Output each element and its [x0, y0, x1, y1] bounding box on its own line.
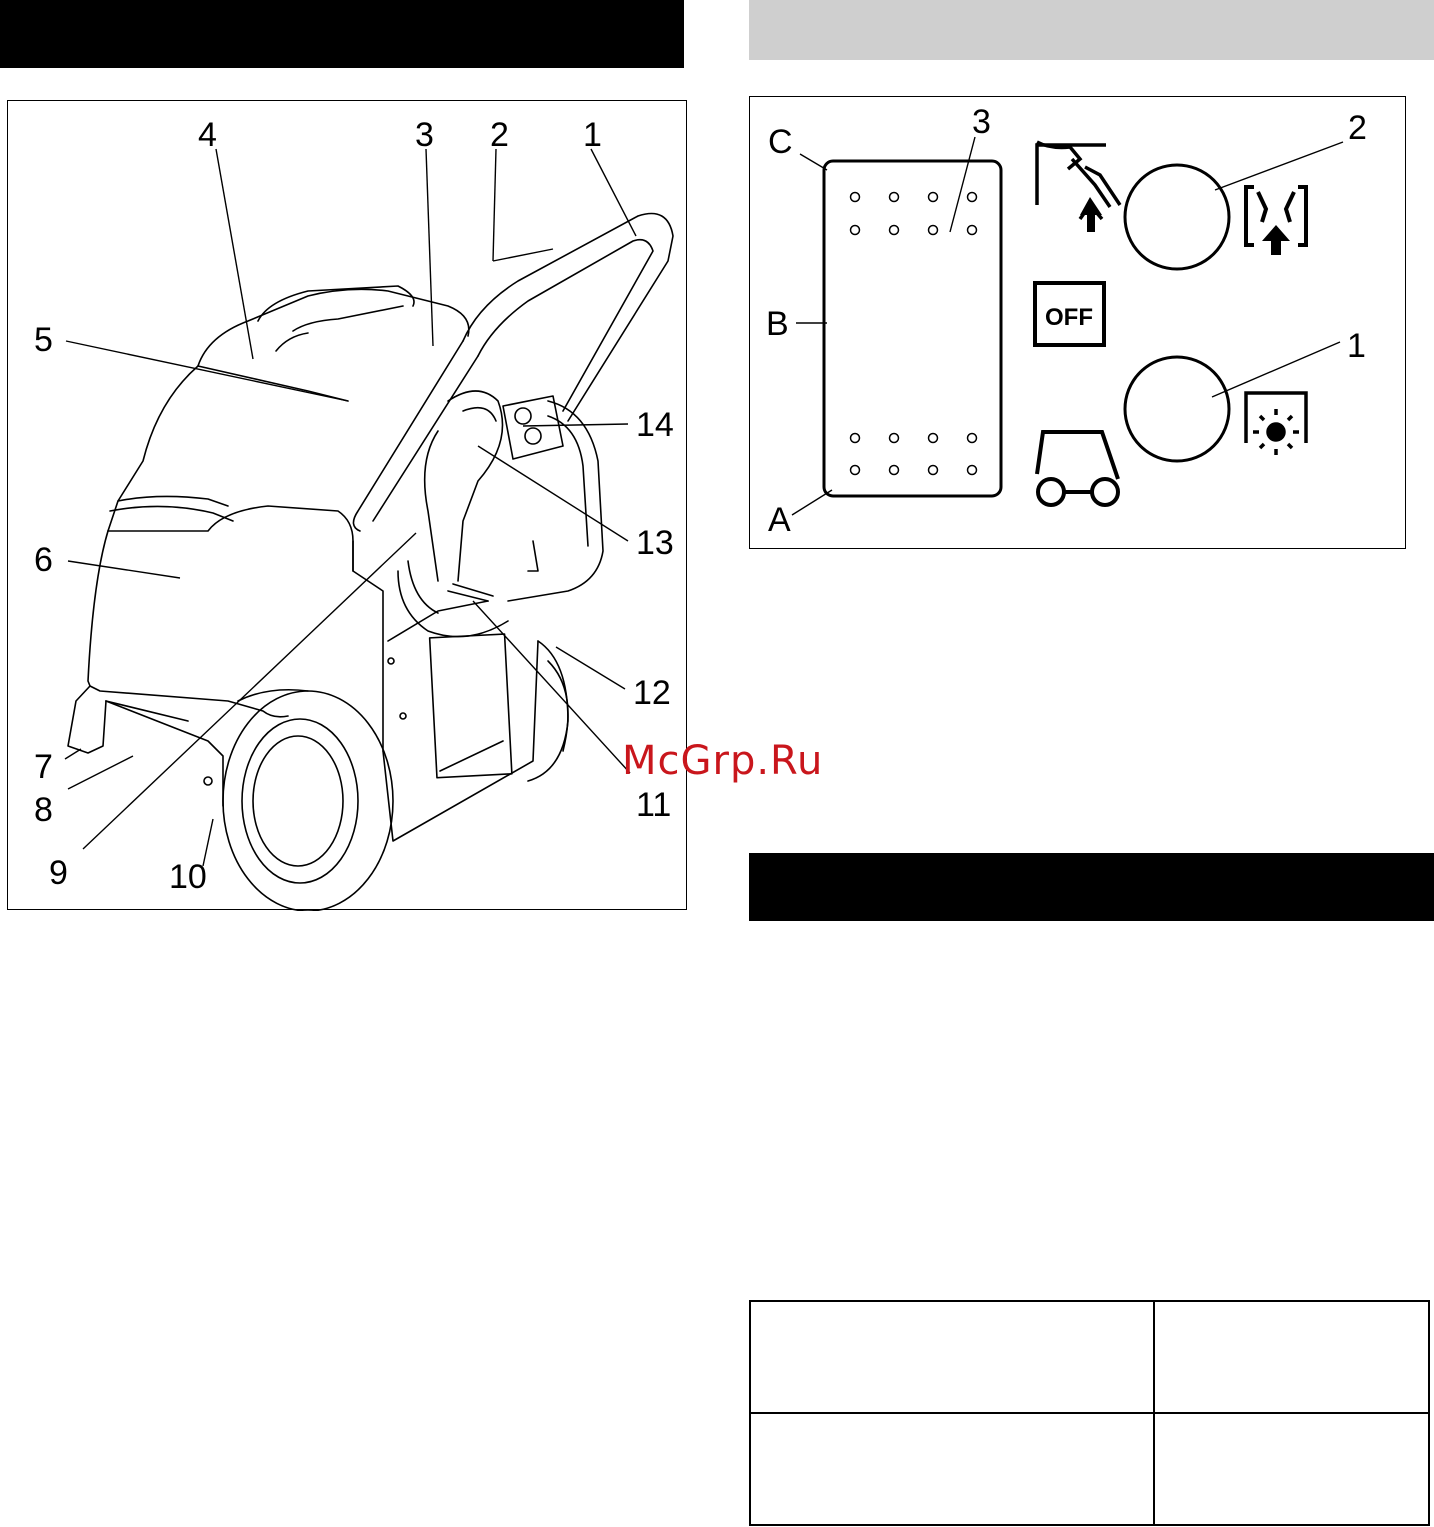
table-row	[750, 1413, 1429, 1525]
table-cell	[1154, 1413, 1429, 1525]
callout-12: 12	[633, 674, 671, 712]
label-C: C	[768, 123, 793, 161]
spray-suction-icon	[1037, 142, 1120, 232]
drive-icon	[1037, 432, 1118, 505]
callout-8: 8	[34, 791, 53, 829]
callout-14: 14	[636, 406, 674, 444]
off-label: OFF	[1045, 304, 1093, 331]
callout-6: 6	[34, 541, 53, 579]
callout-4: 4	[198, 116, 217, 154]
selector-circle-1	[1125, 357, 1229, 461]
callout-3: 3	[415, 116, 434, 154]
watermark: McGrp.Ru	[622, 738, 824, 784]
machine-drawing	[8, 101, 688, 911]
selector-circle-2	[1125, 165, 1229, 269]
table-cell	[750, 1413, 1154, 1525]
callout-7: 7	[34, 748, 53, 786]
control-panel-figure	[749, 96, 1406, 549]
control-panel-drawing	[750, 97, 1407, 550]
callout-10: 10	[169, 858, 207, 896]
callout-5: 5	[34, 321, 53, 359]
rocker-switch	[824, 161, 1001, 496]
callout-13: 13	[636, 524, 674, 562]
callout-2: 2	[490, 116, 509, 154]
table-cell	[1154, 1301, 1429, 1413]
table-cell	[750, 1301, 1154, 1413]
panel-callout-1: 1	[1347, 327, 1366, 365]
label-A: A	[768, 501, 791, 539]
brush-icon	[1246, 393, 1306, 455]
switch-dots	[851, 193, 977, 475]
left-header-bar	[0, 0, 684, 68]
machine-figure	[7, 100, 687, 910]
panel-callout-3: 3	[972, 103, 991, 141]
callout-9: 9	[49, 854, 68, 892]
label-B: B	[766, 305, 789, 343]
callout-1: 1	[583, 116, 602, 154]
callout-11: 11	[636, 786, 672, 824]
spec-table	[749, 1300, 1430, 1526]
table-row	[750, 1301, 1429, 1413]
panel-callout-2: 2	[1348, 109, 1367, 147]
right-header-bar	[749, 0, 1434, 60]
right-section-bar	[749, 853, 1434, 921]
